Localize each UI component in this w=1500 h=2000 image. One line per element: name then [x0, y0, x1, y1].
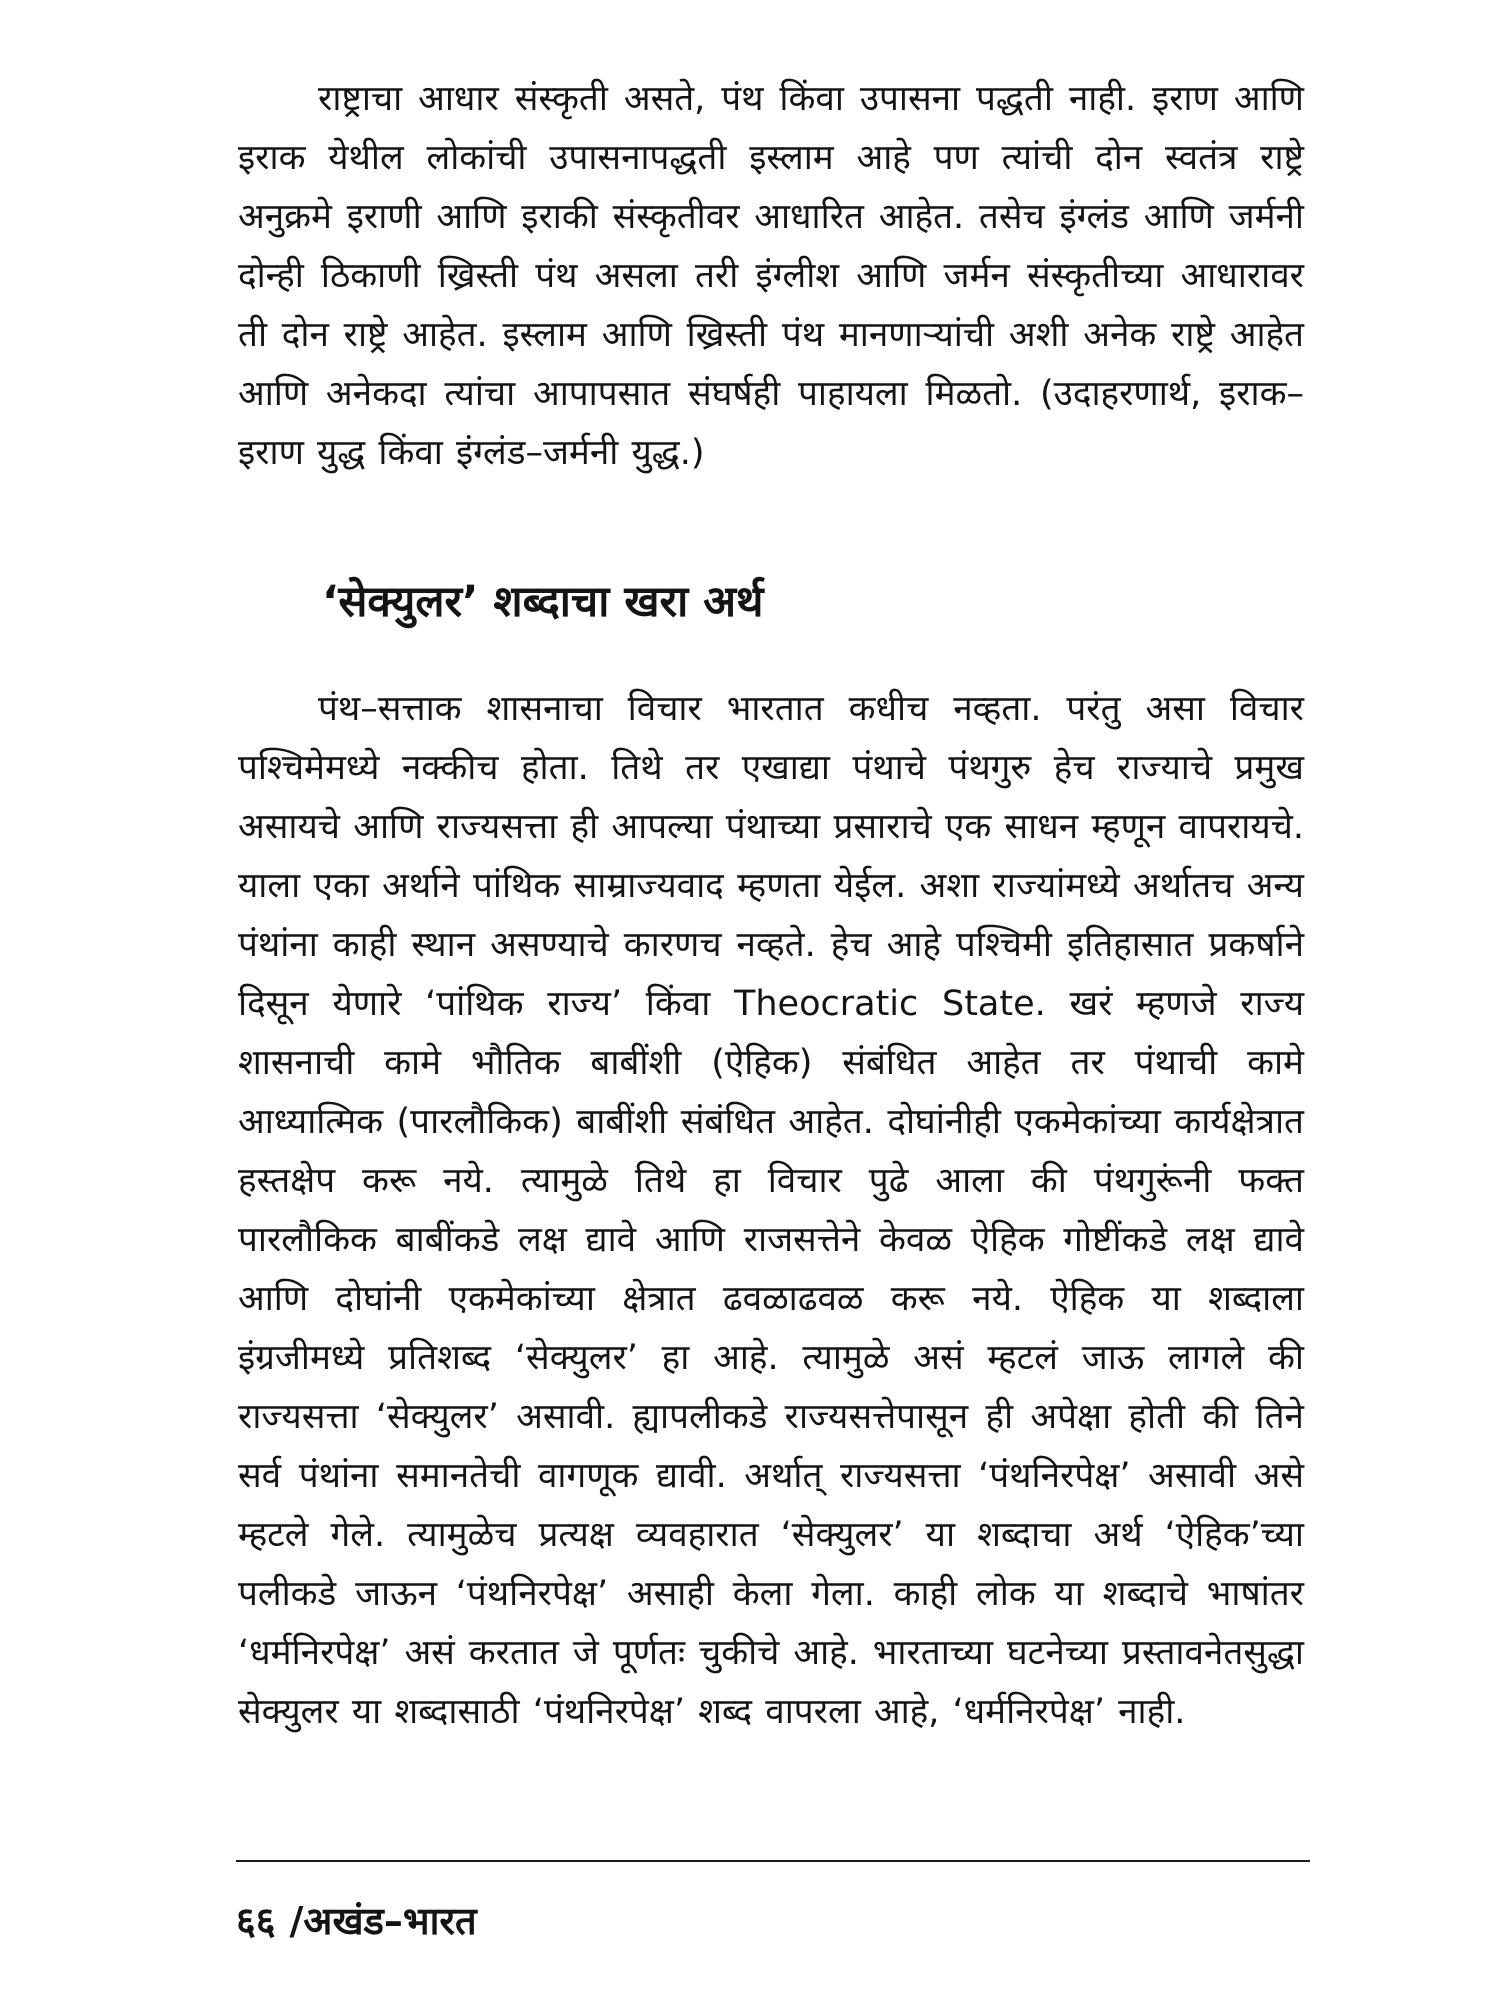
book-title: /अखंड–भारत [289, 1899, 477, 1943]
section-heading: ‘सेक्युलर’ शब्दाचा खरा अर्थ [322, 577, 764, 627]
page-number: ६६ [236, 1899, 276, 1943]
page-footer [236, 1895, 477, 1947]
footer-divider [236, 1860, 1310, 1862]
paragraph-intro: राष्ट्राचा आधार संस्कृती असते, पंथ किंवा उपासना पद्धती नाही. इराण आणि इराक येथील लोकांची उपासनापद्धती इस्लाम आहे पण त्यांची दोन स्वतंत्र राष्ट्रे अनुक्रमे इराणी आणि इराकी संस्कृतीवर आधारित आहेत. तसेच इंग्लंड आणि जर्मनी दोन्ही ठिकाणी ख्रिस्ती पंथ असला तरी इंग्लीश आणि जर्मन संस्कृतीच्या आधारावर ती दोन राष्ट्रे आहेत. इस्लाम आणि ख्रिस्ती पंथ मानणाऱ्यांची अशी अनेक राष्ट्रे आहेत आणि अनेकदा त्यांचा आपापसात संघर्षही पाहायला मिळतो. (उदाहरणार्थ, इराक–इराण युद्ध किंवा इंग्लंड–जर्मनी युद्ध.) [238, 79, 1304, 473]
paragraph-secular-meaning: पंथ–सत्ताक शासनाचा विचार भारतात कधीच नव्हता. परंतु असा विचार पश्चिमेमध्ये नक्कीच होता. तिथे तर एखाद्या पंथाचे पंथगुरु हेच राज्याचे प्रमुख असायचे आणि राज्यसत्ता ही आपल्या पंथाच्या प्रसाराचे एक साधन म्हणून वापरायचे. याला एका अर्थाने पांथिक साम्राज्यवाद म्हणता येईल. अशा राज्यांमध्ये अर्थातच अन्य पंथांना काही स्थान असण्याचे कारणच नव्हते. हेच आहे पश्चिमी इतिहासात प्रकर्षाने दिसून येणारे ‘पांथिक राज्य’ किंवा Theocratic State. खरं म्हणजे राज्य शासनाची कामे भौतिक बाबींशी (ऐहिक) संबंधित आहेत तर पंथाची कामे आध्यात्मिक (पारलौकिक) बाबींशी संबंधित आहेत. दोघांनीही एकमेकांच्या कार्यक्षेत्रात हस्तक्षेप करू नये. त्यामुळे तिथे हा विचार पुढे आला की पंथगुरूंनी फक्त पारलौकिक बाबींकडे लक्ष द्यावे आणि राजसत्तेने केवळ ऐहिक गोष्टींकडे लक्ष द्यावे आणि दोघांनी एकमेकांच्या क्षेत्रात ढवळाढवळ करू नये. ऐहिक या शब्दाला इंग्रजीमध्ये प्रतिशब्द ‘सेक्युलर’ हा आहे. त्यामुळे असं म्हटलं जाऊ लागले की राज्यसत्ता ‘सेक्युलर’ असावी. ह्यापलीकडे राज्यसत्तेपासून ही अपेक्षा होती की तिने सर्व पंथांना समानतेची वागणूक द्यावी. अर्थात् राज्यसत्ता ‘पंथनिरपेक्ष’ असावी असे म्हटले गेले. त्यामुळेच प्रत्यक्ष व्यवहारात ‘सेक्युलर’ या शब्दाचा अर्थ ‘ऐहिक’च्या पलीकडे जाऊन ‘पंथनिरपेक्ष’ असाही केला गेला. काही लोक या शब्दाचे भाषांतर ‘धर्मनिरपेक्ष’ असं करतात जे पूर्णतः चुकीचे आहे. भारताच्या घटनेच्या प्रस्तावनेतसुद्धा सेक्युलर या शब्दासाठी ‘पंथनिरपेक्ष’ शब्द वापरला आहे, ‘धर्मनिरपेक्ष’ नाही. [238, 689, 1304, 1732]
